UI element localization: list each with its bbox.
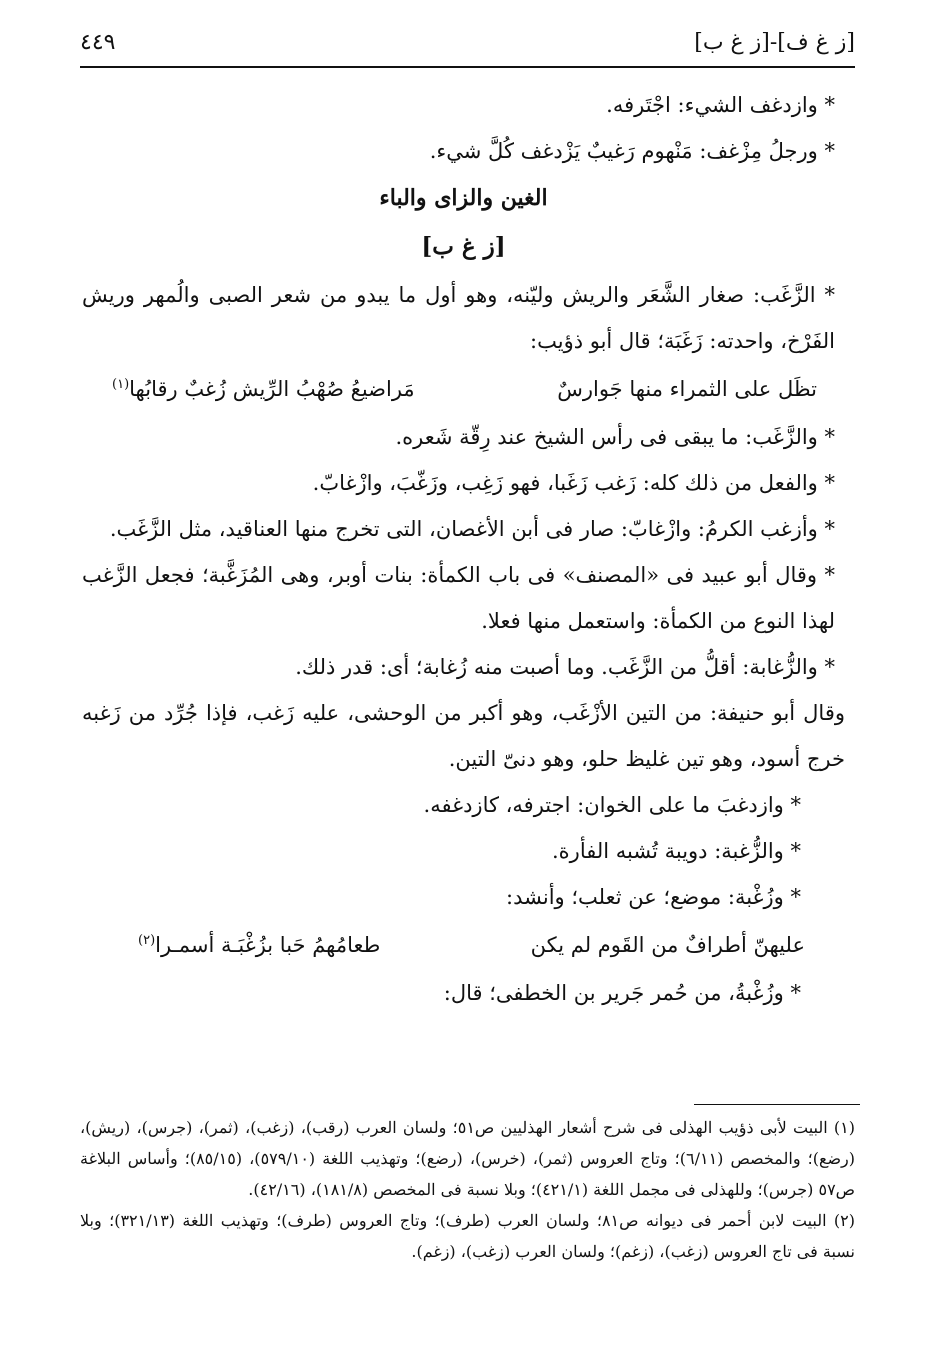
verse-hemistich-second <box>112 364 415 414</box>
paragraph: * وزُغْبة: موضع؛ عن ثعلب؛ وأنشد: <box>506 885 801 909</box>
paragraph: * وأزغب الكرمُ: وازْغابّ: صار فى أبن الأغصان، التى تخرج منها العناقيد، مثل الزَّغَب. <box>109 517 835 541</box>
footnote-separator <box>694 1104 860 1105</box>
verse-text: طعامُهمُ حَبا بزُغْبَـة أسمـرا <box>155 933 381 957</box>
paragraph: * والزُّغبة: دويبة تُشبه الفأرة. <box>552 839 801 863</box>
footnotes <box>80 1112 855 1267</box>
running-head: [ز غ ف]-[ز غ ب] <box>694 30 855 55</box>
verse-hemistich-first: تظَل على الثمراء منها جَوارسٌ <box>557 377 817 401</box>
paragraph: * والزُّغابة: أقلُّ من الزَّغَب. وما أصبت منه زُغابة؛ أى: قدر ذلك. <box>295 655 835 679</box>
poetry-verse <box>82 364 845 414</box>
main-text <box>82 82 845 1016</box>
section-title: الغين والزاى والباء <box>379 185 548 211</box>
paragraph: * الزَّغَب: صغار الشَّعَر والريش وليّنه، وهو أول ما يبدو من شعر الصبى والُمهر وريش الفَرْخ، واحدته: زَغَبَة؛ قال أبو ذؤيب: <box>82 283 835 353</box>
paragraph: * وازدغبَ ما على الخوان: اجترفه، كازدغفه. <box>423 793 801 817</box>
page-header <box>80 26 855 68</box>
verse-text: مَراضيعُ صُهْبُ الرِّيش زُغبٌ رقابُها <box>129 377 415 401</box>
entry-line: * ورجلُ مِزْغف: مَنْهوم رَغيبٌ يَزْدغف كُلَّ شيء. <box>429 139 835 163</box>
verse-hemistich-second <box>138 920 380 970</box>
footnote-marker: (٢) <box>138 933 156 948</box>
paragraph: * وزُغْبةُ، من حُمر جَرير بن الخطفى؛ قال: <box>443 981 801 1005</box>
entry-line: * وازدغف الشيء: اجْتَرفه. <box>606 93 835 117</box>
paragraph: وقال أبو حنيفة: من التين الأزْغَب، وهو أكبر من الوحشى، عليه زَغب، فإذا جُرِّد من زَغبه خرج أسود، وهو تين غليظ حلو، وهو دنىّ التين. <box>82 701 845 771</box>
paragraph: * والزَّغَب: ما يبقى فى رأس الشيخ عند رِقّة شَعره. <box>395 425 835 449</box>
footnote: (٢) البيت لابن أحمر فى ديوانه ص٨١؛ ولسان العرب (طرف)؛ وتاج العروس (طرف)؛ وتهذيب اللغة (٣٢١/١٣)؛ وبلا نسبة فى تاج العروس (زغب)، (زغم)؛ ولسان العرب (زغب)، (زغم). <box>80 1211 856 1261</box>
footnote: (١) البيت لأبى ذؤيب الهذلى فى شرح أشعار الهذليين ص٥١؛ ولسان العرب (رقب)، (زغب)، (ثمر)، (جرس)، (ريش)، (رضع)؛ والمخصص (٦/١١)؛ وتاج العروس (ثمر)، (خرس)، (رضع)؛ وتهذيب اللغة (٥٧٩/١٠)، (٨٥/١٥)؛ وأساس البلاغة ص٥٧ (جرس)؛ وللهذلى فى مجمل اللغة (٤٢١/١)؛ وبلا نسبة فى المخصص (١٨١/٨)، (٤٢/١٦). <box>80 1118 856 1199</box>
page-number: ٤٤٩ <box>80 30 116 55</box>
footnote-marker: (١) <box>112 377 130 392</box>
verse-hemistich-first: عليهنّ أطرافٌ من القَوم لم يكن <box>530 933 805 957</box>
paragraph: * والفعل من ذلك كله: زَغب زَغَبا، فهو زَغِب، وزَغّبَ، وازْغابّ. <box>312 471 835 495</box>
poetry-verse <box>82 920 845 970</box>
paragraph: * وقال أبو عبيد فى «المصنف» فى باب الكمأة: بنات أوبر، وهى المُزَغَّبة؛ فجعل الزَّغب لهذا النوع من الكمأة: واستعمل منها فعلا. <box>82 563 835 633</box>
root-title: [ز غ ب] <box>421 233 506 260</box>
